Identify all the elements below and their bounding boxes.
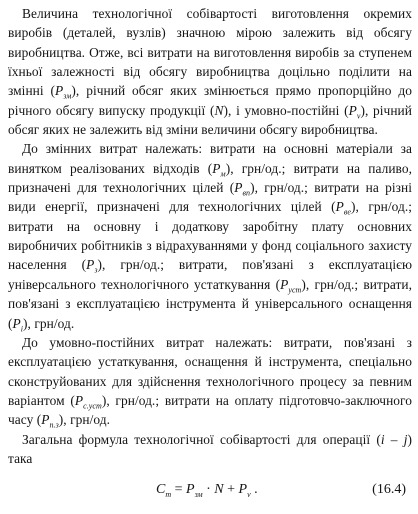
math-subscript: ве <box>343 208 352 218</box>
math-variable: P <box>212 160 221 176</box>
math-subscript: м <box>220 169 226 179</box>
paragraph-formula-intro <box>8 430 412 469</box>
text-run: Величина технологічної собівартості виготовлення окремих виробів (деталей, вузлів) значною мірою залежить від обсягу виробництва. Отже, всі витрати на виготовлення виробів за ступенем їхньої залежності від обсягу виробництва доцільно поділити на змінні ( <box>8 6 412 99</box>
text-run: ), грн/од.; витрати, пов'язані з експлуатацією інструмента й універсального оснащення ( <box>8 276 412 331</box>
formula-expression <box>156 482 258 498</box>
math-subscript: зм <box>194 490 203 500</box>
math-variable: C <box>156 482 166 498</box>
formula-number: (16.4) <box>372 482 406 498</box>
paragraph-fixed-costs <box>8 333 412 430</box>
text-run: ), річний обсяг яких змінюється прямо пропорційно до річного обсягу випуску продукції ( <box>8 83 412 118</box>
math-variable: P <box>186 482 195 498</box>
math-variable: P <box>348 102 357 118</box>
math-variable: P <box>12 315 21 331</box>
math-variable: P <box>335 199 344 215</box>
text-run: · <box>202 482 215 498</box>
text-run: ), грн/од.; витрати на паливо, призначені для технологічних цілей ( <box>8 160 412 196</box>
text-run: ), і умовно-постійні ( <box>223 102 349 118</box>
math-subscript: v <box>356 111 361 121</box>
text-run: ), грн/од.; витрати на оплату підготовчо-заключного часу ( <box>8 392 413 428</box>
math-variable: P <box>41 412 50 428</box>
math-subscript: уст <box>288 285 302 295</box>
math-variable: i – j <box>380 431 408 447</box>
math-variable: P <box>74 392 84 408</box>
math-subscript: i <box>20 324 24 334</box>
text-run: ), грн/од.; витрати на основну і додаткову заробітну плату основних виробничих робітників з відрахуваннями у фонд соціального захисту населення ( <box>8 199 412 273</box>
math-variable: P <box>280 276 289 292</box>
text-run: = <box>171 482 187 498</box>
math-subscript: т <box>165 490 172 500</box>
text-run: ), грн/од.; витрати, пов'язані з експлуатацією універсального технологічного устаткування ( <box>8 257 412 292</box>
math-subscript: п.з <box>49 420 59 430</box>
text-run: До змінних витрат належать: витрати на основні матеріали за винятком реалізованих відходів ( <box>8 141 412 176</box>
text-run: ) така <box>8 431 412 466</box>
paragraph-intro <box>8 4 412 139</box>
math-variable: P <box>86 257 95 273</box>
math-variable: N <box>214 102 224 118</box>
math-subscript: с.уст <box>83 401 102 411</box>
text-run: Загальна формула технологічної собівартості для операції ( <box>22 431 381 447</box>
math-subscript: зм <box>63 92 72 102</box>
formula-block <box>8 474 412 514</box>
text-run: До умовно-постійних витрат належать: витрати, пов'язані з експлуатацією устаткування, оснащення й інструмента, спеціально сконструйованих для здійснення технологічного процесу за певним варіантом ( <box>8 334 412 408</box>
paragraph-variable-costs <box>8 139 412 332</box>
text-run: ), грн/од.; витрати на різні види енергії, призначені для технологічних цілей ( <box>8 180 412 215</box>
math-variable: N <box>214 482 224 498</box>
math-subscript: вп <box>242 188 251 198</box>
math-variable: P <box>234 180 243 196</box>
math-variable: P <box>238 482 248 498</box>
math-subscript: v <box>247 490 251 500</box>
text-run: + <box>223 482 239 498</box>
text-run: ), річний обсяг яких не залежить від зміни величини обсягу виробництва. <box>8 102 412 138</box>
math-subscript: з <box>94 266 98 276</box>
math-variable: P <box>55 83 64 99</box>
text-run: ), грн/од. <box>58 412 110 428</box>
text-run: . <box>250 482 258 498</box>
text-run: ), грн/од. <box>23 315 75 331</box>
